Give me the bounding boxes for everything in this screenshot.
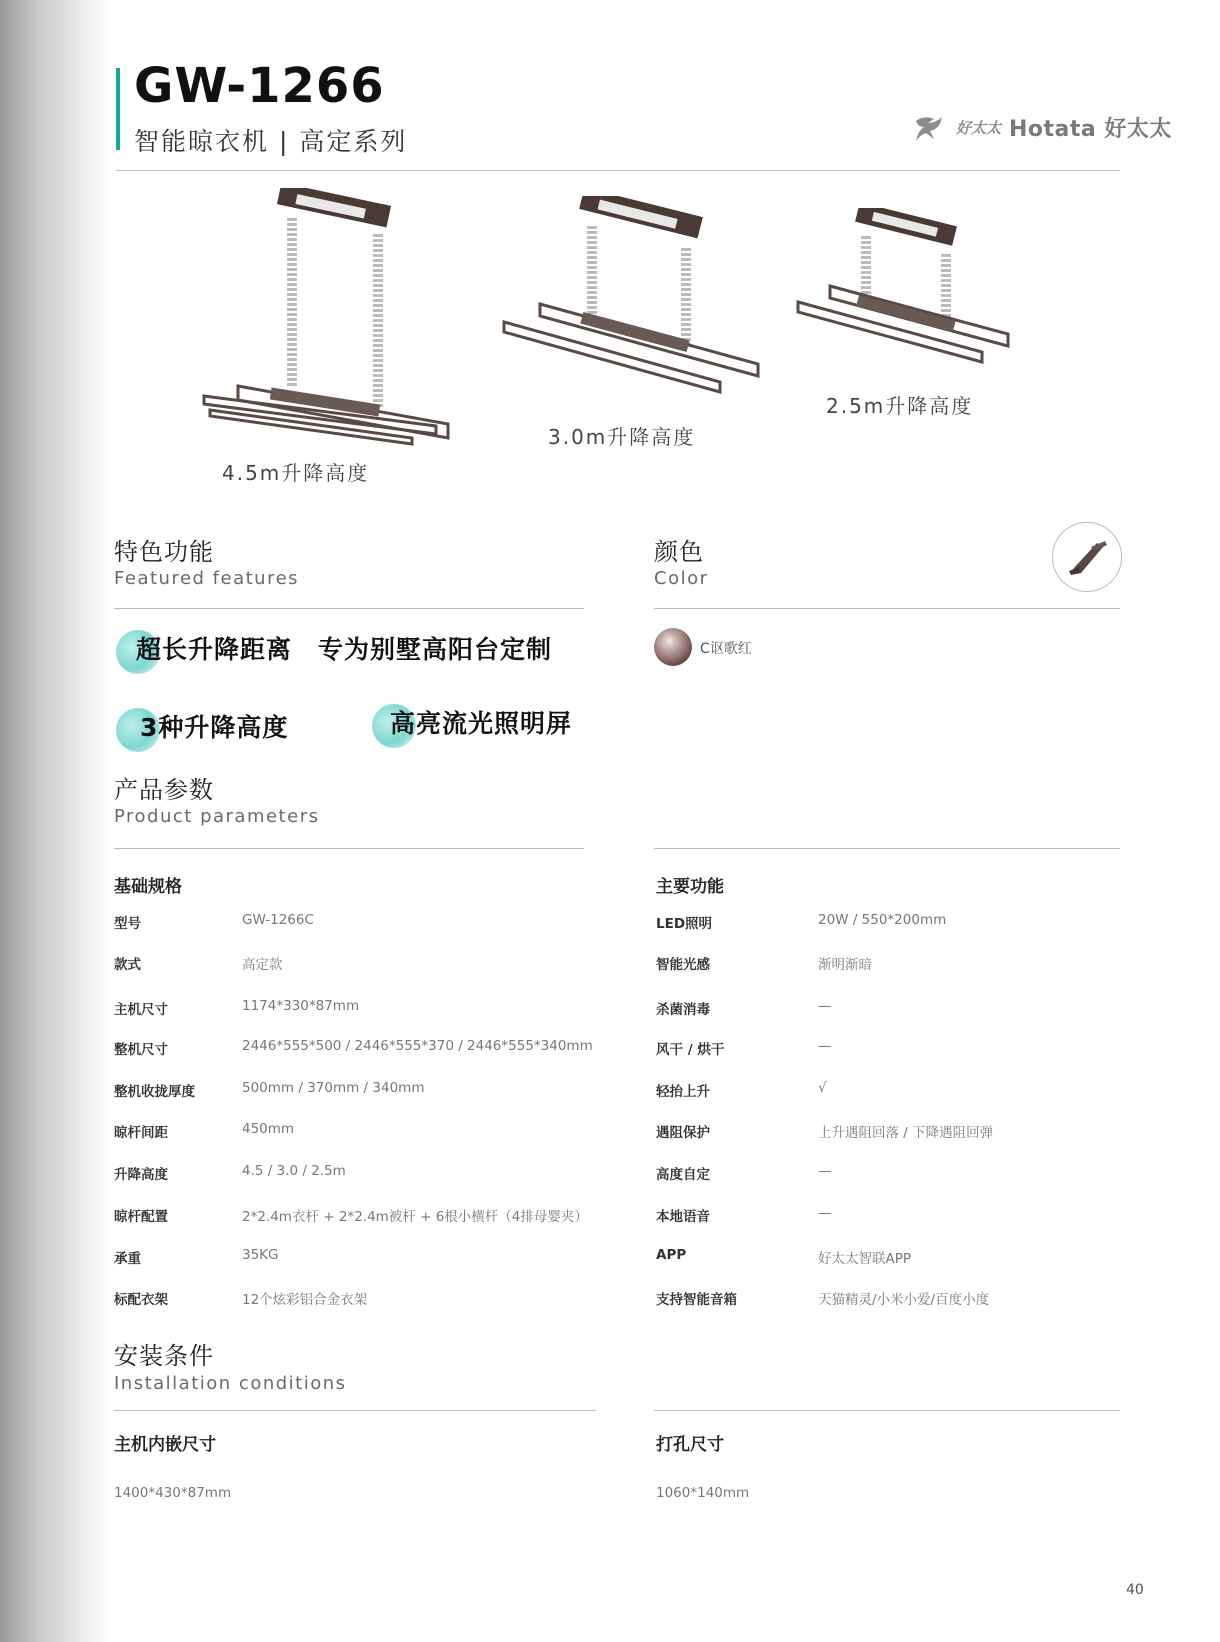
page-edge-shadow — [0, 0, 110, 1642]
logo-mark: 好太太 — [956, 119, 1002, 137]
row-value: 450mm — [242, 1121, 295, 1137]
hotata-logo-icon — [914, 113, 948, 143]
row-label: 标配衣架 — [114, 1292, 168, 1308]
product-image-2-5m — [794, 208, 1014, 378]
row-value: 高定款 — [242, 957, 283, 973]
feature-text: 超长升降距离 — [136, 635, 293, 664]
row-label: 本地语音 — [656, 1209, 710, 1225]
title-accent-bar — [116, 68, 120, 150]
product-image-4-5m — [200, 188, 460, 458]
params-title-en: Product parameters — [114, 806, 320, 827]
row-value: 好太太智联APP — [818, 1251, 912, 1267]
color-swatch-label: C讴歌红 — [700, 641, 752, 657]
install-title-cn: 安装条件 — [114, 1342, 214, 1370]
row-value: 500mm / 370mm / 340mm — [242, 1080, 425, 1096]
feature-text: 高亮流光照明屏 — [390, 709, 573, 738]
install-divider-right — [654, 1410, 1120, 1411]
hole-size-heading: 打孔尺寸 — [656, 1435, 724, 1455]
row-value: 2*2.4m衣杆 + 2*2.4m被杆 + 6根小横杆（4排母婴夹） — [242, 1209, 588, 1225]
row-label: 遇阻保护 — [656, 1125, 710, 1141]
color-title-cn: 颜色 — [654, 538, 704, 566]
product-image-3-0m — [500, 196, 770, 406]
row-label: 主机尺寸 — [114, 1002, 168, 1018]
row-label: 款式 — [114, 957, 141, 973]
page-number: 40 — [1126, 1582, 1144, 1598]
row-label: 风干 / 烘干 — [656, 1042, 725, 1058]
height-label-2-5m: 2.5m升降高度 — [826, 394, 974, 418]
row-value: — — [818, 1038, 832, 1054]
height-label-3-0m: 3.0m升降高度 — [548, 425, 696, 449]
feature-item — [116, 708, 288, 744]
row-value: √ — [818, 1080, 827, 1096]
feature-text: 3种升降高度 — [140, 713, 289, 742]
row-label: 晾杆间距 — [114, 1125, 168, 1141]
row-label: 轻抬上升 — [656, 1084, 710, 1100]
features-title-cn: 特色功能 — [114, 538, 214, 566]
row-value: 35KG — [242, 1247, 279, 1263]
row-label: 高度自定 — [656, 1167, 710, 1183]
row-value: 1174*330*87mm — [242, 998, 360, 1014]
main-functions-heading: 主要功能 — [656, 877, 724, 897]
row-label: 升降高度 — [114, 1167, 168, 1183]
row-label: 整机收拢厚度 — [114, 1084, 195, 1100]
row-label: 型号 — [114, 916, 141, 932]
row-label: 晾杆配置 — [114, 1209, 168, 1225]
feature-item — [372, 704, 572, 740]
color-swatch[interactable] — [654, 628, 692, 666]
model-subtitle: 智能晾衣机 | 高定系列 — [134, 127, 408, 156]
brand-logo — [914, 112, 1172, 143]
row-label: LED照明 — [656, 916, 713, 932]
row-value: — — [818, 998, 832, 1014]
basic-spec-heading: 基础规格 — [114, 877, 182, 897]
features-title-en: Featured features — [114, 568, 300, 589]
row-value: 4.5 / 3.0 / 2.5m — [242, 1163, 346, 1179]
color-title-en: Color — [654, 568, 709, 589]
row-label: 支持智能音箱 — [656, 1292, 737, 1308]
params-title-cn: 产品参数 — [114, 776, 214, 804]
row-label: 整机尺寸 — [114, 1042, 168, 1058]
hole-size-value: 1060*140mm — [656, 1485, 750, 1501]
install-divider-left — [114, 1410, 596, 1411]
feature-item — [318, 630, 552, 666]
params-divider-left — [114, 848, 584, 849]
row-label: 智能光感 — [656, 957, 710, 973]
features-divider — [114, 608, 584, 609]
embed-size-heading: 主机内嵌尺寸 — [114, 1435, 216, 1455]
row-label: 承重 — [114, 1251, 141, 1267]
embed-size-value: 1400*430*87mm — [114, 1485, 232, 1501]
row-value: 20W / 550*200mm — [818, 912, 947, 928]
row-value: — — [818, 1163, 832, 1179]
row-value: 渐明渐暗 — [818, 957, 872, 973]
hanger-icon — [1053, 523, 1121, 591]
logo-text: Hotata 好太太 — [1009, 117, 1172, 142]
row-value: 12个炫彩铝合金衣架 — [242, 1292, 368, 1308]
params-divider-right — [654, 848, 1120, 849]
row-value: GW-1266C — [242, 912, 314, 928]
row-value: 2446*555*500 / 2446*555*370 / 2446*555*340mm — [242, 1038, 593, 1054]
feature-text: 专为别墅高阳台定制 — [318, 635, 553, 664]
row-value: — — [818, 1205, 832, 1221]
row-value: 上升遇阻回落 / 下降遇阻回弹 — [818, 1125, 994, 1141]
row-label: APP — [656, 1247, 687, 1263]
hanger-thumbnail — [1052, 522, 1122, 592]
install-title-en: Installation conditions — [114, 1373, 347, 1394]
height-label-4-5m: 4.5m升降高度 — [222, 461, 370, 485]
header-divider — [116, 170, 1120, 171]
color-divider — [654, 608, 1120, 609]
row-label: 杀菌消毒 — [656, 1002, 710, 1018]
row-value: 天猫精灵/小米小爱/百度小度 — [818, 1292, 990, 1308]
model-title: GW-1266 — [134, 58, 385, 114]
feature-item — [116, 630, 292, 666]
